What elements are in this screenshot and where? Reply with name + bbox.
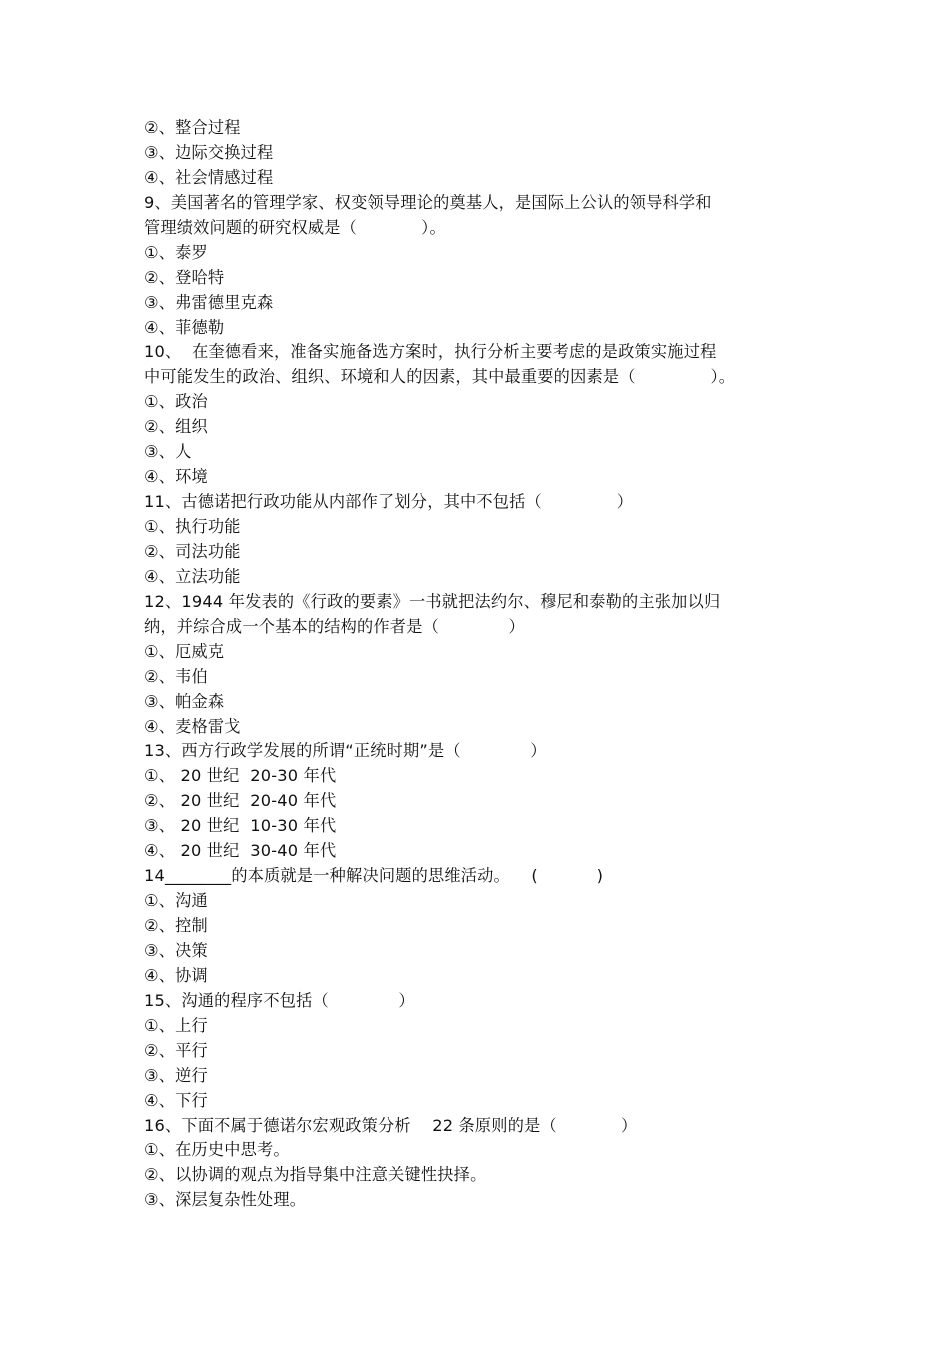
option-line: ④、麦格雷戈 (144, 716, 241, 736)
option-line: ①、泰罗 (144, 242, 208, 262)
option-line: ③、逆行 (144, 1065, 208, 1085)
text-line: ②、整合过程 (144, 118, 241, 137)
option-line: ②、组织 (144, 417, 208, 437)
option-line: ②、 20 世纪 20-40 年代 (144, 791, 337, 811)
option-line: ④、环境 (144, 467, 208, 487)
option-line: ②、司法功能 (144, 541, 241, 561)
option-line: ②、韦伯 (144, 666, 208, 686)
question-line: 13、西方行政学发展的所谓“正统时期”是（ ） (144, 741, 547, 761)
option-line: ①、厄威克 (144, 641, 225, 661)
option-line: ③、人 (144, 442, 192, 462)
option-line: ②、以协调的观点为指导集中注意关键性抉择。 (144, 1165, 487, 1185)
text-line: ③、边际交换过程 (144, 142, 274, 162)
option-line: ②、平行 (144, 1040, 208, 1060)
question-line: 14________的本质就是一种解决问题的思维活动。 ( ) (144, 866, 604, 886)
option-line: ④、菲德勒 (144, 317, 225, 337)
question-line: 12、1944 年发表的《行政的要素》一书就把法约尔、穆尼和泰勒的主张加以归 (144, 591, 721, 611)
option-line: ①、执行功能 (144, 517, 241, 536)
option-line: ④、下行 (144, 1090, 208, 1110)
question-line: 10、 在奎德看来，准备实施备选方案时，执行分析主要考虑的是政策实施过程 (144, 342, 717, 362)
question-line: 9、美国著名的管理学家、权变领导理论的奠基人，是国际上公认的领导科学和 (144, 192, 712, 212)
question-line: 16、下面不属于德诺尔宏观政策分析 22 条原则的是（ ） (144, 1115, 638, 1135)
question-line: 管理绩效问题的研究权威是（ ）。 (144, 217, 446, 237)
option-line: ①、上行 (144, 1015, 208, 1035)
option-line: ②、登哈特 (144, 267, 225, 287)
option-line: ③、弗雷德里克森 (144, 292, 274, 312)
option-line: ①、政治 (144, 392, 208, 412)
question-line: 15、沟通的程序不包括（ ） (144, 990, 415, 1010)
document-body (144, 116, 844, 1213)
text-line: ④、社会情感过程 (144, 167, 274, 187)
option-line: ①、沟通 (144, 891, 208, 911)
option-line: ②、控制 (144, 916, 208, 935)
option-line: ④、协调 (144, 965, 208, 985)
question-line: 中可能发生的政治、组织、环境和人的因素，其中最重要的因素是（ ）。 (144, 367, 736, 387)
option-line: ③、深层复杂性处理。 (144, 1190, 307, 1210)
option-line: ③、帕金森 (144, 691, 225, 711)
option-line: ④、立法功能 (144, 566, 241, 586)
option-line: ③、决策 (144, 940, 208, 960)
question-line: 纳，并综合成一个基本的结构的作者是（ ） (144, 616, 525, 636)
option-line: ④、 20 世纪 30-40 年代 (144, 841, 337, 861)
option-line: ①、在历史中思考。 (144, 1140, 290, 1160)
question-line: 11、古德诺把行政功能从内部作了划分，其中不包括（ ） (144, 492, 634, 512)
option-line: ①、 20 世纪 20-30 年代 (144, 766, 337, 786)
option-line: ③、 20 世纪 10-30 年代 (144, 816, 337, 836)
